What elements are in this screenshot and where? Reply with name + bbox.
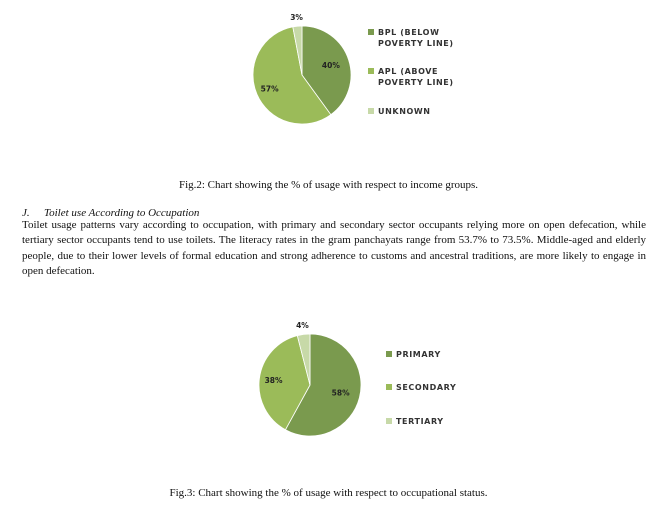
fig2-legend-swatch-apl <box>368 68 374 74</box>
fig2-pie-label-2: 3% <box>290 12 303 22</box>
fig2-pie-svg <box>252 12 352 125</box>
fig2-legend-label-unknown: UNKNOWN <box>378 107 431 116</box>
fig2-legend-item-unknown <box>368 106 431 117</box>
fig2-pie-chart <box>252 12 352 125</box>
fig3-pie-label-1: 38% <box>264 375 283 385</box>
fig3-legend-swatch-primary <box>386 351 392 357</box>
section-number: J. <box>22 207 30 219</box>
fig3-pie-label-0: 58% <box>331 388 350 398</box>
fig3-legend-swatch-tertiary <box>386 418 392 424</box>
fig3-pie-chart <box>258 320 362 437</box>
section-paragraph: Toilet usage patterns vary according to occupation, with primary and secondary sector occupants relying more on open defecation, while tertiary sector occupants tend to use toilets. The literacy rates in the gram panchayats range from 53.7% to 73.5%. Middle-aged and elderly people, due to their lower levels of formal education and strong adherence to customs and ancestral traditions, are more likely to engage in open defecation. <box>22 219 646 277</box>
fig2-legend-item-bpl <box>368 27 454 49</box>
fig2-legend-label-apl: APL (ABOVE POVERTY LINE) <box>378 67 454 87</box>
fig3-legend-item-primary <box>386 349 441 360</box>
fig3-pie-svg <box>258 320 362 437</box>
fig2-caption: Fig.2: Chart showing the % of usage with respect to income groups. <box>178 179 479 191</box>
fig3-legend-label-tertiary: TERTIARY <box>396 417 444 426</box>
fig3-pie-label-2: 4% <box>296 320 309 330</box>
fig3-legend <box>386 346 486 436</box>
fig3-legend-label-primary: PRIMARY <box>396 350 441 359</box>
fig3-legend-swatch-secondary <box>386 384 392 390</box>
fig2-pie-label-1: 57% <box>260 84 279 94</box>
fig3-legend-item-tertiary <box>386 416 444 427</box>
fig2-legend <box>368 24 488 124</box>
fig2-legend-item-apl <box>368 66 454 88</box>
fig2-pie-label-0: 40% <box>321 61 340 71</box>
fig3-legend-label-secondary: SECONDARY <box>396 383 457 392</box>
fig3-caption: Fig.3: Chart showing the % of usage with respect to occupational status. <box>169 487 488 499</box>
fig2-legend-swatch-unknown <box>368 108 374 114</box>
section-title: Toilet use According to Occupation <box>44 207 200 219</box>
fig2-legend-label-bpl: BPL (BELOW POVERTY LINE) <box>378 28 454 48</box>
fig2-legend-swatch-bpl <box>368 29 374 35</box>
fig3-legend-item-secondary <box>386 382 456 393</box>
